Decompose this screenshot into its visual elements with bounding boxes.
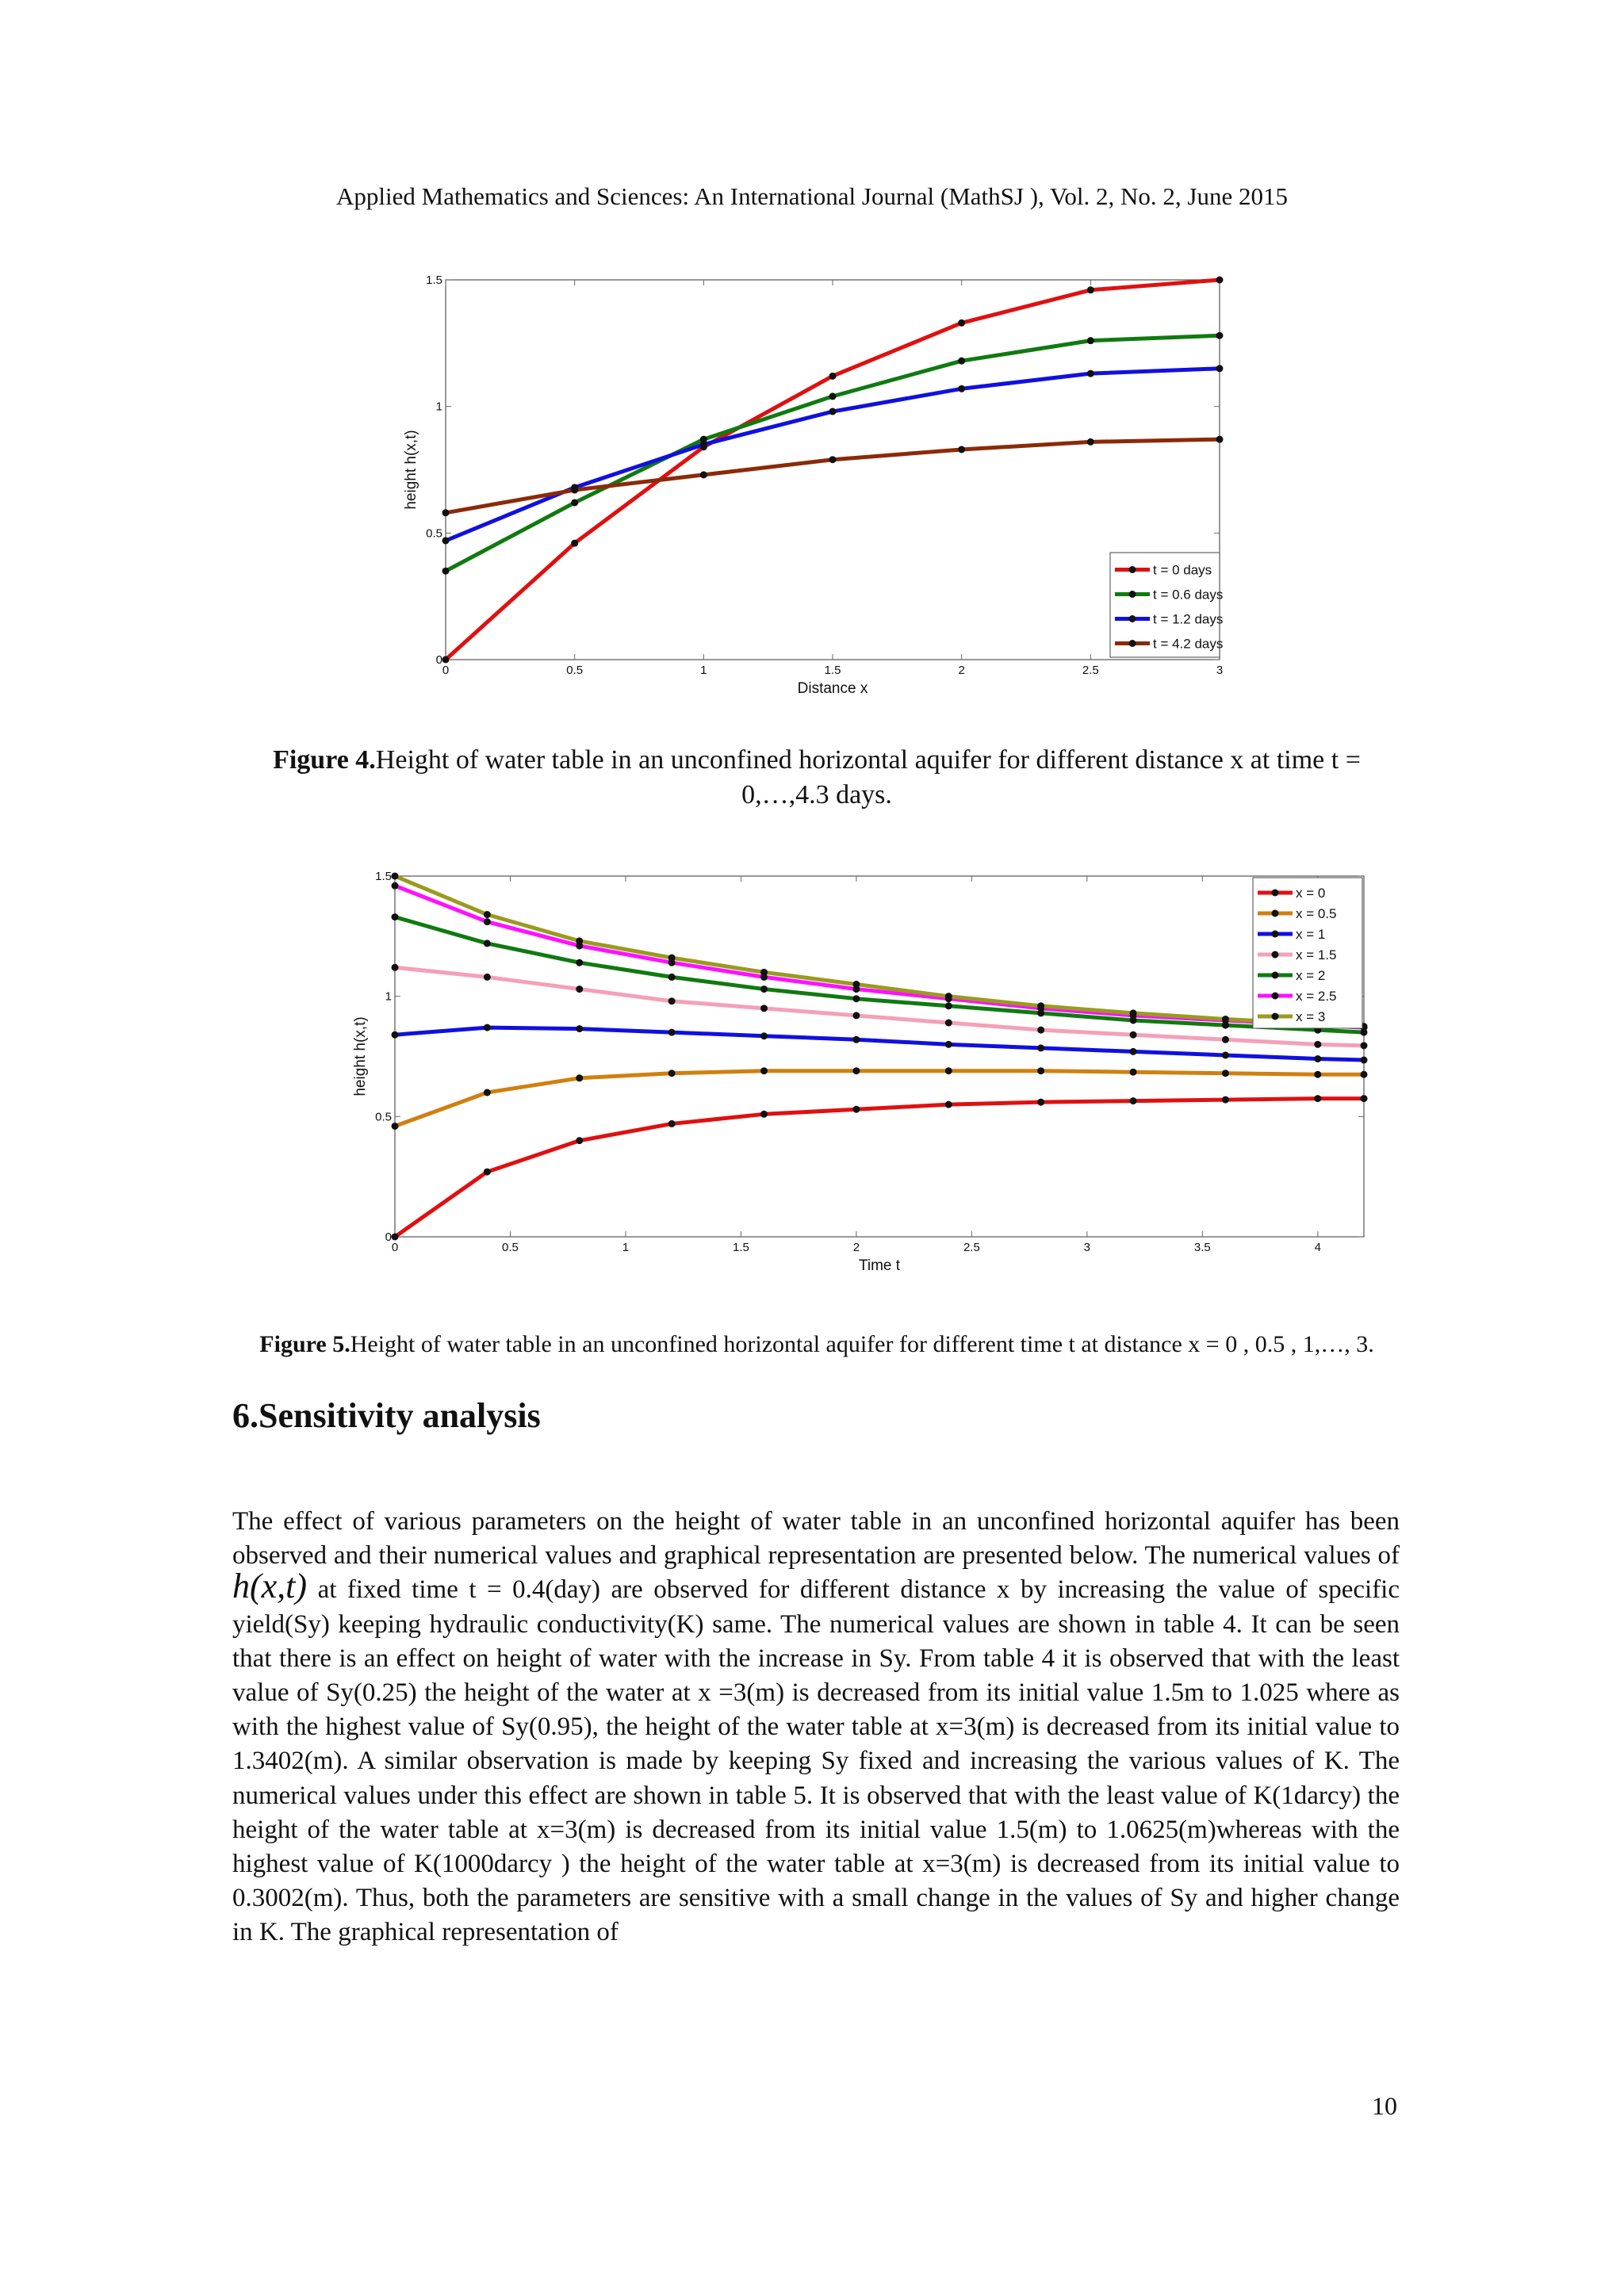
data-point xyxy=(760,1067,768,1074)
data-point xyxy=(1216,277,1224,284)
legend-label: x = 2 xyxy=(1296,968,1326,983)
data-point xyxy=(700,441,707,448)
legend-marker xyxy=(1129,615,1136,622)
data-point xyxy=(484,911,491,918)
data-point xyxy=(484,1169,491,1176)
data-point xyxy=(852,1106,860,1113)
legend-marker xyxy=(1272,890,1279,897)
data-point xyxy=(760,1032,768,1039)
data-point xyxy=(945,1101,952,1108)
legend-marker xyxy=(1129,640,1136,647)
data-point xyxy=(1037,1027,1044,1034)
data-point xyxy=(442,509,450,516)
data-point xyxy=(442,656,450,664)
figure-4-caption-text: Height of water table in an unconfined horizontal aquifer for different distance x at time t = 0,…,4.3 days. xyxy=(375,745,1361,809)
y-tick-label: 1.5 xyxy=(426,274,442,287)
data-point xyxy=(576,937,583,944)
figure-5-chart xyxy=(341,860,1388,1288)
legend-marker xyxy=(1272,910,1279,917)
data-point xyxy=(392,882,399,890)
data-point xyxy=(1216,365,1224,372)
data-point xyxy=(668,1029,676,1036)
y-tick-label: 0 xyxy=(435,653,442,667)
data-point xyxy=(576,959,583,966)
data-point xyxy=(1037,1067,1044,1074)
legend-label: x = 0 xyxy=(1296,886,1326,901)
data-point xyxy=(1361,1095,1368,1102)
legend-marker xyxy=(1272,931,1279,938)
x-tick-label: 2.5 xyxy=(1082,664,1099,677)
data-point xyxy=(571,499,578,507)
x-tick-label: 1.5 xyxy=(732,1241,749,1254)
data-point xyxy=(1222,1070,1229,1077)
data-point xyxy=(945,1002,952,1009)
figure-5-caption-text: Height of water table in an unconfined horizontal aquifer for different time t at distance x = 0 , 0.5 , 1,…, 3. xyxy=(350,1331,1374,1357)
data-point xyxy=(852,1012,860,1019)
data-point xyxy=(1222,1051,1229,1058)
data-point xyxy=(852,1036,860,1043)
data-point xyxy=(829,456,837,463)
data-point xyxy=(484,1089,491,1096)
x-tick-label: 4 xyxy=(1314,1241,1321,1254)
data-point xyxy=(484,1024,491,1031)
data-point xyxy=(1087,370,1094,377)
data-point xyxy=(1314,1041,1321,1048)
paragraph-part-1: The effect of various parameters on the height of water table in an unconfined horizontal aquifer has been observed and their numerical values and graphical representation are presented below. The numerical values of xyxy=(232,1507,1400,1571)
data-point xyxy=(829,408,837,415)
data-point xyxy=(1222,1096,1229,1104)
figure-4 xyxy=(396,266,1308,718)
data-point xyxy=(760,1004,768,1012)
data-point xyxy=(571,487,578,494)
y-axis-label: height h(x,t) xyxy=(352,1016,369,1096)
x-axis-label: Distance x xyxy=(797,680,868,697)
legend-marker xyxy=(1272,993,1279,1000)
x-tick-label: 2.5 xyxy=(963,1241,980,1254)
body-paragraph xyxy=(232,1505,1400,1950)
data-point xyxy=(700,471,707,478)
x-tick-label: 0 xyxy=(391,1241,399,1254)
legend-marker xyxy=(1129,591,1136,598)
y-tick-label: 0 xyxy=(385,1230,392,1244)
x-tick-label: 0 xyxy=(442,664,450,677)
data-point xyxy=(484,974,491,981)
data-point xyxy=(945,1067,952,1074)
data-point xyxy=(484,939,491,947)
data-point xyxy=(1130,1048,1137,1055)
data-point xyxy=(571,540,578,547)
data-point xyxy=(1216,436,1224,443)
data-point xyxy=(1361,1057,1368,1064)
legend-label: x = 1.5 xyxy=(1296,947,1337,962)
data-point xyxy=(829,392,837,400)
figure-4-chart xyxy=(396,266,1308,718)
data-point xyxy=(576,1074,583,1081)
x-tick-label: 3 xyxy=(1083,1241,1091,1254)
data-point xyxy=(1222,1016,1229,1023)
data-point xyxy=(668,1070,676,1077)
x-tick-label: 1.5 xyxy=(824,664,841,677)
figure-4-caption-label: Figure 4. xyxy=(273,745,376,775)
data-point xyxy=(1314,1095,1321,1102)
x-tick-label: 1 xyxy=(700,664,707,677)
data-point xyxy=(668,997,676,1004)
legend-marker xyxy=(1129,566,1136,573)
data-point xyxy=(852,1067,860,1074)
data-point xyxy=(392,1234,399,1241)
legend-marker xyxy=(1272,972,1279,979)
section-title: 6.Sensitivity analysis xyxy=(232,1396,541,1435)
data-point xyxy=(392,964,399,971)
data-point xyxy=(1314,1055,1321,1062)
data-point xyxy=(958,358,965,365)
figure-5 xyxy=(341,860,1388,1288)
y-tick-label: 1 xyxy=(435,400,442,414)
data-point xyxy=(484,918,491,925)
x-axis-label: Time t xyxy=(858,1257,901,1274)
legend-label: x = 2.5 xyxy=(1296,989,1337,1004)
data-point xyxy=(442,568,450,575)
y-tick-label: 0.5 xyxy=(426,526,442,541)
data-point xyxy=(668,1120,676,1127)
legend-marker xyxy=(1272,951,1279,959)
data-point xyxy=(392,1031,399,1039)
figure-5-caption xyxy=(234,1328,1400,1361)
figure-4-caption xyxy=(234,743,1400,813)
data-point xyxy=(958,320,965,327)
data-point xyxy=(392,1123,399,1130)
legend-marker xyxy=(1272,1013,1279,1020)
x-tick-label: 2 xyxy=(958,664,965,677)
data-point xyxy=(392,913,399,920)
x-tick-label: 1 xyxy=(622,1241,630,1254)
legend-label: t = 4.2 days xyxy=(1153,636,1224,652)
y-tick-label: 1 xyxy=(385,989,392,1004)
data-point xyxy=(1037,1002,1044,1009)
legend-label: t = 0.6 days xyxy=(1153,587,1224,603)
data-point xyxy=(1087,286,1094,293)
data-point xyxy=(852,995,860,1002)
legend-label: t = 0 days xyxy=(1153,562,1212,578)
data-point xyxy=(1037,1044,1044,1051)
data-point xyxy=(1130,1009,1137,1016)
data-point xyxy=(668,974,676,981)
data-point xyxy=(945,1041,952,1048)
data-point xyxy=(1037,1099,1044,1106)
page-number: 10 xyxy=(1372,2091,1397,2120)
data-point xyxy=(1087,337,1094,344)
math-h-x-t: h(x,t) xyxy=(232,1567,308,1606)
x-tick-label: 0.5 xyxy=(566,664,584,677)
legend-label: x = 3 xyxy=(1296,1009,1326,1024)
data-point xyxy=(829,373,837,380)
data-point xyxy=(576,1137,583,1144)
plot-frame xyxy=(446,280,1220,660)
data-point xyxy=(760,969,768,976)
figure-5-caption-label: Figure 5. xyxy=(259,1331,350,1357)
x-tick-label: 3.5 xyxy=(1193,1241,1211,1254)
data-point xyxy=(442,537,450,544)
data-point xyxy=(852,981,860,988)
data-point xyxy=(945,993,952,1000)
data-point xyxy=(576,985,583,993)
data-point xyxy=(1130,1097,1137,1104)
data-point xyxy=(1087,438,1094,446)
data-point xyxy=(576,1025,583,1032)
legend-label: x = 1 xyxy=(1296,927,1326,942)
data-point xyxy=(392,873,399,880)
data-point xyxy=(1130,1069,1137,1076)
data-point xyxy=(958,385,965,392)
data-point xyxy=(760,1111,768,1118)
legend-label: t = 1.2 days xyxy=(1153,611,1224,627)
paragraph-part-2: at fixed time t = 0.4(day) are observed for different distance x by increasing the value of specific yield(Sy) keeping hydraulic conductivity(K) same. The numerical values are shown in table 4. It can be seen that there is an effect on height of water with the increase in Sy. From table 4 it is observed that with the least value of Sy(0.25) the height of the water at x =3(m) is decreased from its initial value 1.5m to 1.025 where as with the highest value of Sy(0.95), the height of the water table at x=3(m) is decreased from its initial value to 1.3402(m). A similar observation is made by keeping Sy fixed and increasing the various values of K. The numerical values under this effect are shown in table 5. It is observed that with the least value of K(1darcy) the height of the water table at x=3(m) is decreased from its initial value 1.5(m) to 1.0625(m)whereas with the highest value of K(1000darcy ) the height of the water table at x=3(m) is decreased from its initial value to 0.3002(m). Thus, both the parameters are sensitive with a small change in the values of Sy and higher change in K. The graphical representation of xyxy=(232,1575,1400,1947)
legend-label: x = 0.5 xyxy=(1296,906,1337,921)
y-tick-label: 0.5 xyxy=(375,1110,392,1124)
data-point xyxy=(668,955,676,962)
data-point xyxy=(1314,1071,1321,1078)
x-tick-label: 3 xyxy=(1216,664,1224,677)
data-point xyxy=(1130,1031,1137,1039)
data-point xyxy=(1222,1036,1229,1043)
data-point xyxy=(945,1020,952,1027)
data-point xyxy=(1361,1071,1368,1078)
y-tick-label: 1.5 xyxy=(375,870,392,883)
running-header: Applied Mathematics and Sciences: An International Journal (MathSJ ), Vol. 2, No. 2, June 2015 xyxy=(336,182,1288,210)
data-point xyxy=(1361,1042,1368,1049)
data-point xyxy=(1216,332,1224,339)
x-tick-label: 2 xyxy=(852,1241,860,1254)
x-tick-label: 0.5 xyxy=(502,1241,519,1254)
y-axis-label: height h(x,t) xyxy=(403,430,419,510)
data-point xyxy=(760,985,768,993)
data-point xyxy=(958,446,965,453)
